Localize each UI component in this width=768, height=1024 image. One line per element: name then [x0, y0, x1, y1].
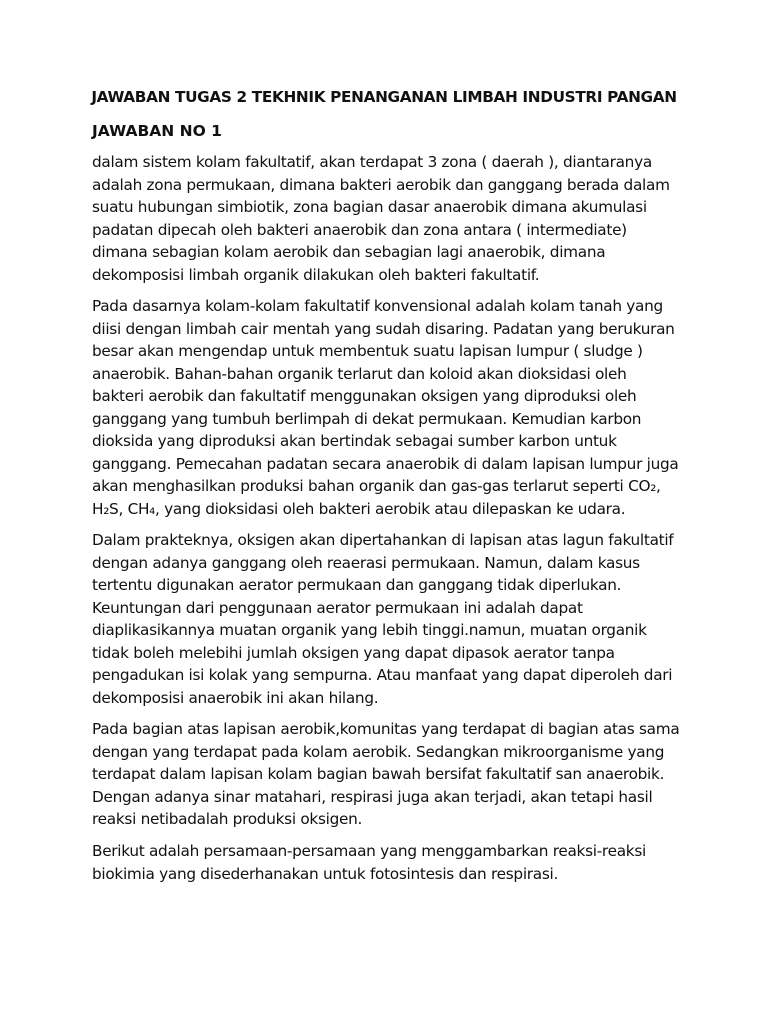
- text-line: Berikut adalah persamaan-persamaan yang menggambarkan reaksi-reaksi: [92, 842, 646, 860]
- text-line: anaerobik. Bahan-bahan organik terlarut dan koloid akan dioksidasi oleh: [92, 364, 627, 383]
- text-line: biokimia yang disederhanakan untuk fotosintesis dan respirasi.: [92, 864, 559, 883]
- text-line: terdapat dalam lapisan kolam bagian bawah bersifat fakultatif san anaerobik.: [92, 765, 665, 783]
- text-line: besar akan mengendap untuk membentuk suatu lapisan lumpur ( sludge ): [92, 342, 643, 360]
- text-line: dalam sistem kolam fakultatif, akan terdapat 3 zona ( daerah ), diantaranya: [92, 153, 652, 171]
- text-line: H₂S, CH₄, yang dioksidasi oleh bakteri aerobik atau dilepaskan ke udara.: [92, 499, 626, 518]
- text-line: pengadukan isi kolak yang sempurna. Atau manfaat yang dapat diperoleh dari: [92, 666, 673, 684]
- text-line: diisi dengan limbah cair mentah yang sudah disaring. Padatan yang berukuran: [92, 319, 675, 338]
- answer-heading: JAWABAN NO 1: [92, 122, 222, 140]
- text-line: dengan yang terdapat pada kolam aerobik. Sedangkan mikroorganisme yang: [92, 742, 665, 761]
- text-line: ganggang yang tumbuh berlimpah di dekat permukaan. Kemudian karbon: [92, 409, 642, 428]
- text-line: reaksi netibadalah produksi oksigen.: [92, 810, 363, 828]
- text-line: dekomposisi anaerobik ini akan hilang.: [92, 688, 379, 707]
- paragraph-1: [92, 151, 732, 286]
- document-title: JAWABAN TUGAS 2 TEKHNIK PENANGANAN LIMBAH INDUSTRI PANGAN: [91, 88, 677, 106]
- paragraph-2: [92, 295, 732, 520]
- text-line: Pada dasarnya kolam-kolam fakultatif konvensional adalah kolam tanah yang: [92, 297, 663, 315]
- text-line: Pada bagian atas lapisan aerobik,komunitas yang terdapat di bagian atas sama: [92, 720, 680, 738]
- text-line: suatu hubungan simbiotik, zona bagian dasar anaerobik dimana akumulasi: [92, 198, 647, 216]
- paragraph-4: [92, 718, 732, 831]
- text-line: Keuntungan dari penggunaan aerator permukaan ini adalah dapat: [92, 598, 583, 617]
- text-line: dekomposisi limbah organik dilakukan oleh bakteri fakultatif.: [92, 265, 540, 284]
- text-line: Dalam prakteknya, oksigen akan dipertahankan di lapisan atas lagun fakultatif: [92, 531, 674, 549]
- text-line: akan menghasilkan produksi bahan organik dan gas-gas terlarut seperti CO₂,: [92, 477, 661, 495]
- text-line: adalah zona permukaan, dimana bakteri aerobik dan ganggang berada dalam: [92, 175, 670, 194]
- paragraph-3: [92, 529, 732, 709]
- text-line: dimana sebagian kolam aerobik dan sebagian lagi anaerobik, dimana: [92, 243, 606, 261]
- text-line: dengan adanya ganggang oleh reaerasi permukaan. Namun, dalam kasus: [92, 553, 640, 572]
- text-line: Dengan adanya sinar matahari, respirasi juga akan terjadi, akan tetapi hasil: [92, 787, 653, 806]
- text-line: padatan dipecah oleh bakteri anaerobik dan zona antara ( intermediate): [92, 220, 627, 239]
- text-line: ganggang. Pemecahan padatan secara anaerobik di dalam lapisan lumpur juga: [92, 454, 679, 473]
- paragraph-5: [92, 840, 732, 885]
- text-line: bakteri aerobik dan fakultatif menggunakan oksigen yang diproduksi oleh: [92, 387, 637, 405]
- text-line: tertentu digunakan aerator permukaan dan ganggang tidak diperlukan.: [92, 576, 622, 594]
- text-line: tidak boleh melebihi jumlah oksigen yang dapat dipasok aerator tanpa: [92, 643, 615, 662]
- text-line: diaplikasikannya muatan organik yang lebih tinggi.namun, muatan organik: [92, 621, 647, 639]
- text-line: dioksida yang diproduksi akan bertindak sebagai sumber karbon untuk: [92, 432, 617, 450]
